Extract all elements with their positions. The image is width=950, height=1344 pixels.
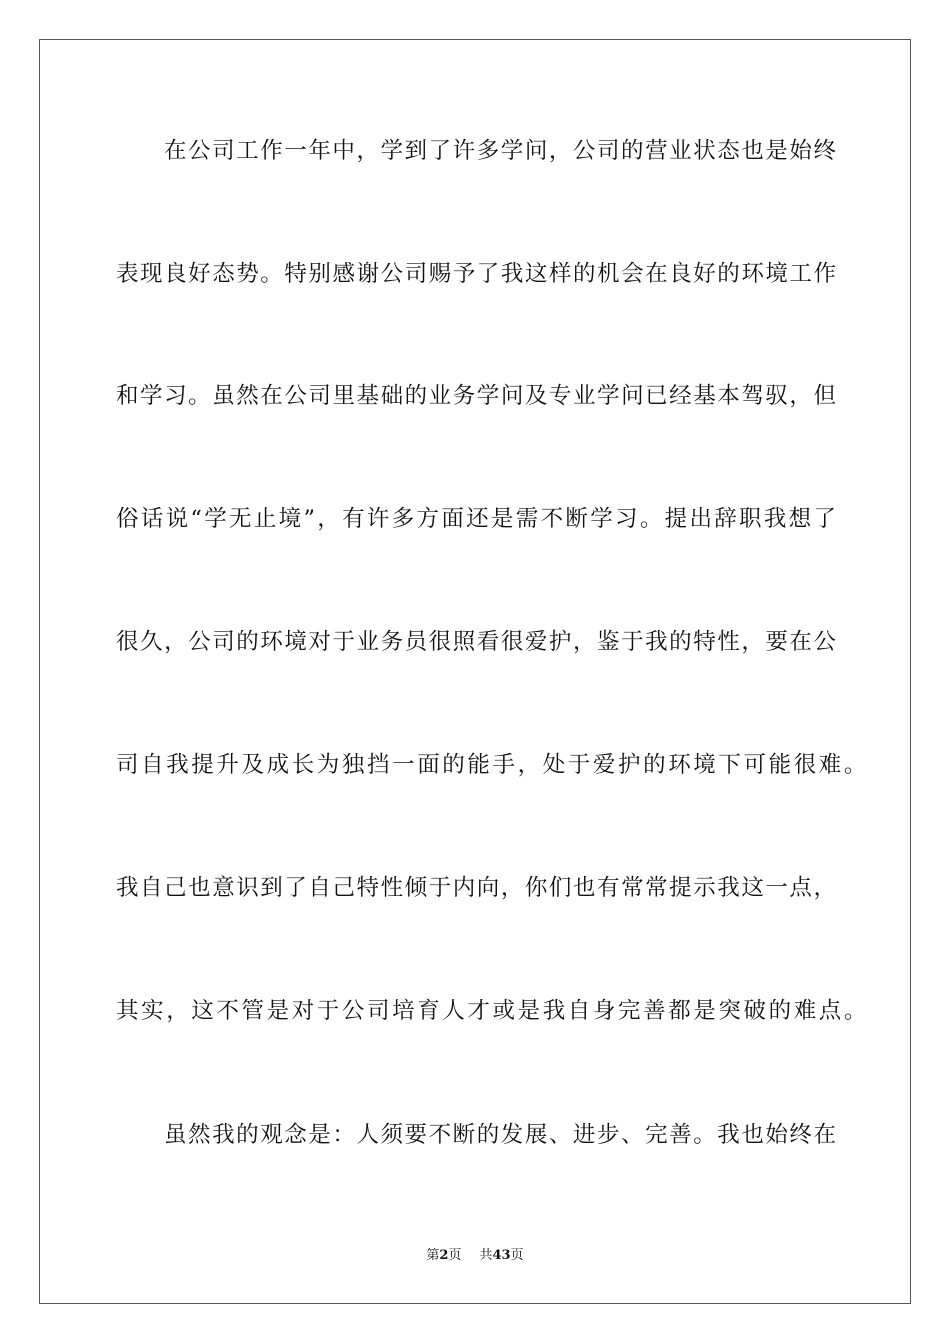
paragraph-line-7: 我自己也意识到了自己特性倾于内向，你们也有常常提示我这一点，	[116, 875, 836, 901]
page-number: 2	[439, 1248, 449, 1263]
paragraph-line-1: 在公司工作一年中，学到了许多学问，公司的营业状态也是始终	[164, 138, 836, 164]
total-prefix: 共	[479, 1248, 493, 1263]
paragraph-line-2: 表现良好态势。特别感谢公司赐予了我这样的机会在良好的环境工作	[116, 261, 836, 287]
paragraph-line-3: 和学习。虽然在公司里基础的业务学问及专业学问已经基本驾驭，但	[116, 383, 836, 409]
total-pages: 43	[492, 1248, 511, 1263]
total-unit: 页	[510, 1248, 524, 1263]
page-footer	[0, 1247, 950, 1265]
paragraph-line-5: 很久，公司的环境对于业务员很照看很爱护，鉴于我的特性，要在公	[116, 629, 836, 655]
page-prefix: 第	[426, 1248, 440, 1263]
paragraph-line-8: 其实，这不管是对于公司培育人才或是我自身完善都是突破的难点。	[116, 998, 870, 1024]
paragraph-line-9: 虽然我的观念是：人须要不断的发展、进步、完善。我也始终在	[164, 1122, 836, 1148]
page-border	[39, 39, 911, 1304]
page-unit: 页	[448, 1248, 462, 1263]
paragraph-line-4: 俗话说“学无止境”，有许多方面还是需不断学习。提出辞职我想了	[116, 506, 836, 532]
paragraph-line-6: 司自我提升及成长为独挡一面的能手，处于爱护的环境下可能很难。	[116, 752, 870, 778]
